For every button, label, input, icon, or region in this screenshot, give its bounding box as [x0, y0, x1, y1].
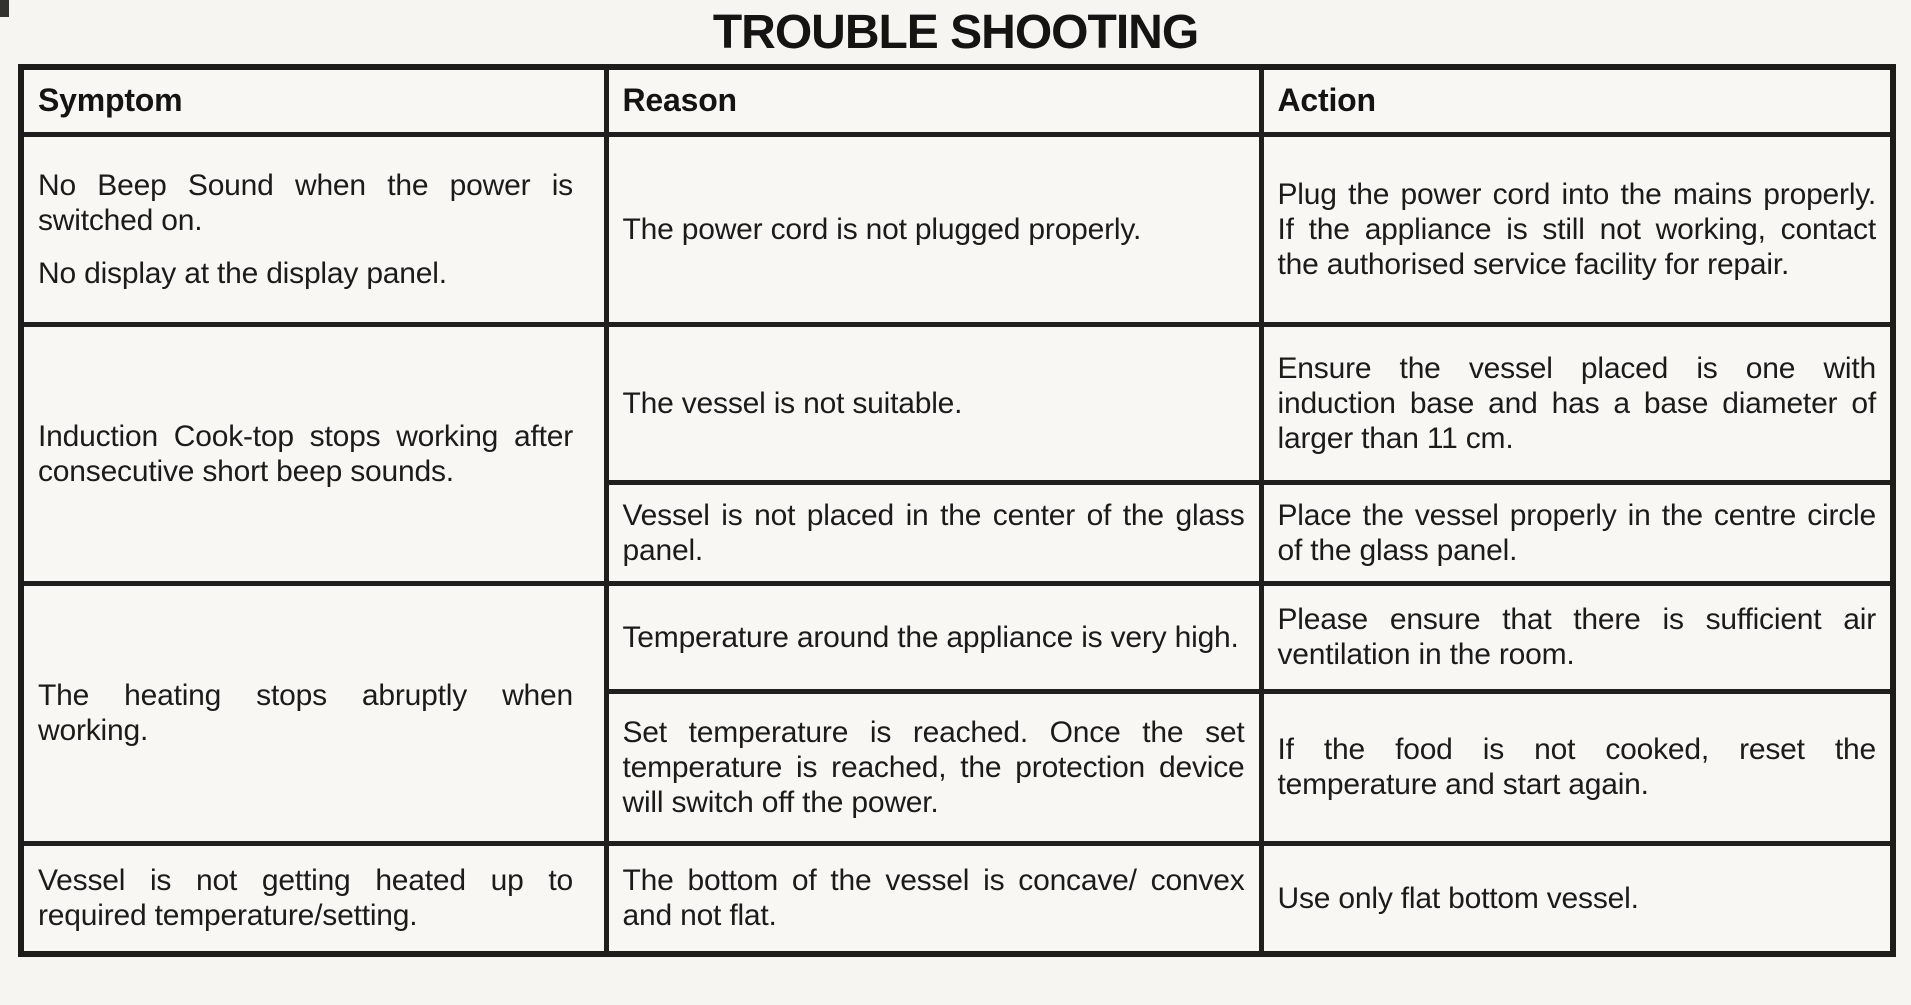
action-cell: Place the vessel properly in the centre circle of the glass panel.	[1261, 482, 1893, 583]
table-row-heating-stops	[21, 583, 1893, 691]
table-row-no-beep	[21, 134, 1893, 324]
table-header-row	[21, 67, 1893, 134]
symptom-text-group	[38, 168, 573, 291]
scan-artifact	[0, 0, 9, 17]
troubleshooting-table	[18, 64, 1896, 957]
action-cell: If the food is not cooked, reset the temperature and start again.	[1261, 691, 1893, 843]
reason-cell: The vessel is not suitable.	[606, 324, 1261, 482]
action-cell: Ensure the vessel placed is one with induction base and has a base diameter of larger than 11 cm.	[1261, 324, 1893, 482]
reason-cell: The bottom of the vessel is concave/ convex and not flat.	[606, 843, 1261, 954]
table-row-vessel-not-heated	[21, 843, 1893, 954]
action-cell: Please ensure that there is sufficient air ventilation in the room.	[1261, 583, 1893, 691]
page-title: TROUBLE SHOOTING	[712, 6, 1199, 59]
action-cell: Use only flat bottom vessel.	[1261, 843, 1893, 954]
symptom-text: Vessel is not getting heated up to required temperature/setting.	[38, 864, 573, 933]
reason-cell: Set temperature is reached. Once the set temperature is reached, the protection device will switch off the power.	[606, 691, 1261, 843]
symptom-cell	[21, 583, 606, 843]
symptom-cell	[21, 324, 606, 583]
reason-cell: The power cord is not plugged properly.	[606, 134, 1261, 324]
column-header-symptom: Symptom	[21, 67, 606, 134]
symptom-text: Induction Cook-top stops working after consecutive short beep sounds.	[38, 419, 573, 488]
reason-cell: Temperature around the appliance is very high.	[606, 583, 1261, 691]
table-row-cooktop-stops	[21, 324, 1893, 482]
action-cell: Plug the power cord into the mains properly. If the appliance is still not working, contact the authorised service facility for repair.	[1261, 134, 1893, 324]
symptom-text: The heating stops abruptly when working.	[38, 679, 573, 747]
reason-cell: Vessel is not placed in the center of the glass panel.	[606, 482, 1261, 583]
symptom-text: No display at the display panel.	[38, 256, 447, 290]
symptom-cell	[21, 843, 606, 954]
symptom-cell	[21, 134, 606, 324]
column-header-reason: Reason	[606, 67, 1261, 134]
column-header-action: Action	[1261, 67, 1893, 134]
symptom-text: No Beep Sound when the power is switched on.	[38, 168, 573, 237]
